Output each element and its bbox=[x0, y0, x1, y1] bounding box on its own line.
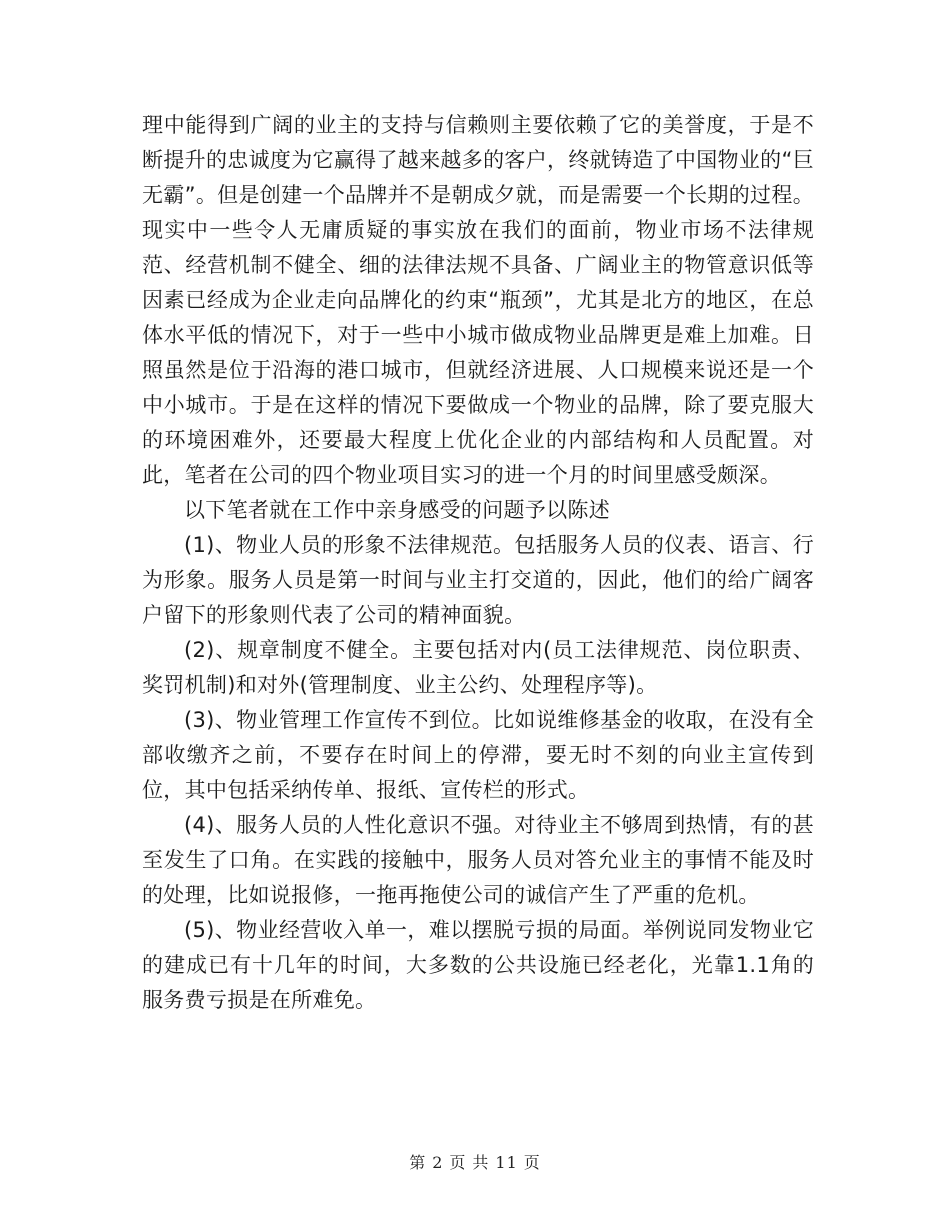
footer-suffix: 页 bbox=[523, 1153, 541, 1172]
footer-total-pages: 11 bbox=[495, 1153, 518, 1172]
footer-current-page: 2 bbox=[432, 1153, 444, 1172]
paragraph-2: (1)、物业人员的形象不法律规范。包括服务人员的仪表、语言、行为形象。服务人员是第一时间与业主打交道的，因此，他们的给广阔客户留下的形象则代表了公司的精神面貌。 bbox=[142, 533, 814, 627]
paragraph-0: 理中能得到广阔的业主的支持与信赖则主要依赖了它的美誉度，于是不断提升的忠诚度为它赢得了越来越多的客户，终就铸造了中国物业的“巨无霸”。但是创建一个品牌并不是朝成夕就，而是需要一个长期的过程。现实中一些令人无庸质疑的事实放在我们的面前，物业市场不法律规范、经营机制不健全、细的法律法规不具备、广阔业主的物管意识低等因素已经成为企业走向品牌化的约束“瓶颈”，尤其是北方的地区，在总体水平低的情况下，对于一些中小城市做成物业品牌更是难上加难。日照虽然是位于沿海的港口城市，但就经济进展、人口规模来说还是一个中小城市。于是在这样的情况下要做成一个物业的品牌，除了要克服大的环境困难外，还要最大程度上优化企业的内部结构和人员配置。对此，笔者在公司的四个物业项目实习的进一个月的时间里感受颇深。 bbox=[142, 113, 814, 487]
footer-page-word: 页 bbox=[449, 1153, 467, 1172]
paragraph-3: (2)、规章制度不健全。主要包括对内(员工法律规范、岗位职责、奖罚机制)和对外(管理制度、业主公约、处理程序等)。 bbox=[142, 638, 814, 697]
paragraph-5: (4)、服务人员的人性化意识不强。对待业主不够周到热情，有的甚至发生了口角。在实践的接触中，服务人员对答允业主的事情不能及时的处理，比如说报修，一拖再拖使公司的诚信产生了严重的危机。 bbox=[142, 813, 814, 907]
paragraph-6: (5)、物业经营收入单一，难以摆脱亏损的局面。举例说同发物业它的建成已有十几年的时间，大多数的公共设施已经老化，光靠1.1角的服务费亏损是在所难免。 bbox=[142, 918, 814, 1012]
paragraph-1: 以下笔者就在工作中亲身感受的问题予以陈述 bbox=[184, 498, 610, 522]
footer-prefix: 第 bbox=[409, 1153, 427, 1172]
footer-total-word: 共 bbox=[472, 1153, 490, 1172]
document-body bbox=[142, 108, 814, 1018]
page-footer bbox=[0, 1150, 950, 1173]
paragraph-4: (3)、物业管理工作宣传不到位。比如说维修基金的收取，在没有全部收缴齐之前，不要存在时间上的停滞，要无时不刻的向业主宣传到位，其中包括采纳传单、报纸、宣传栏的形式。 bbox=[142, 708, 814, 802]
